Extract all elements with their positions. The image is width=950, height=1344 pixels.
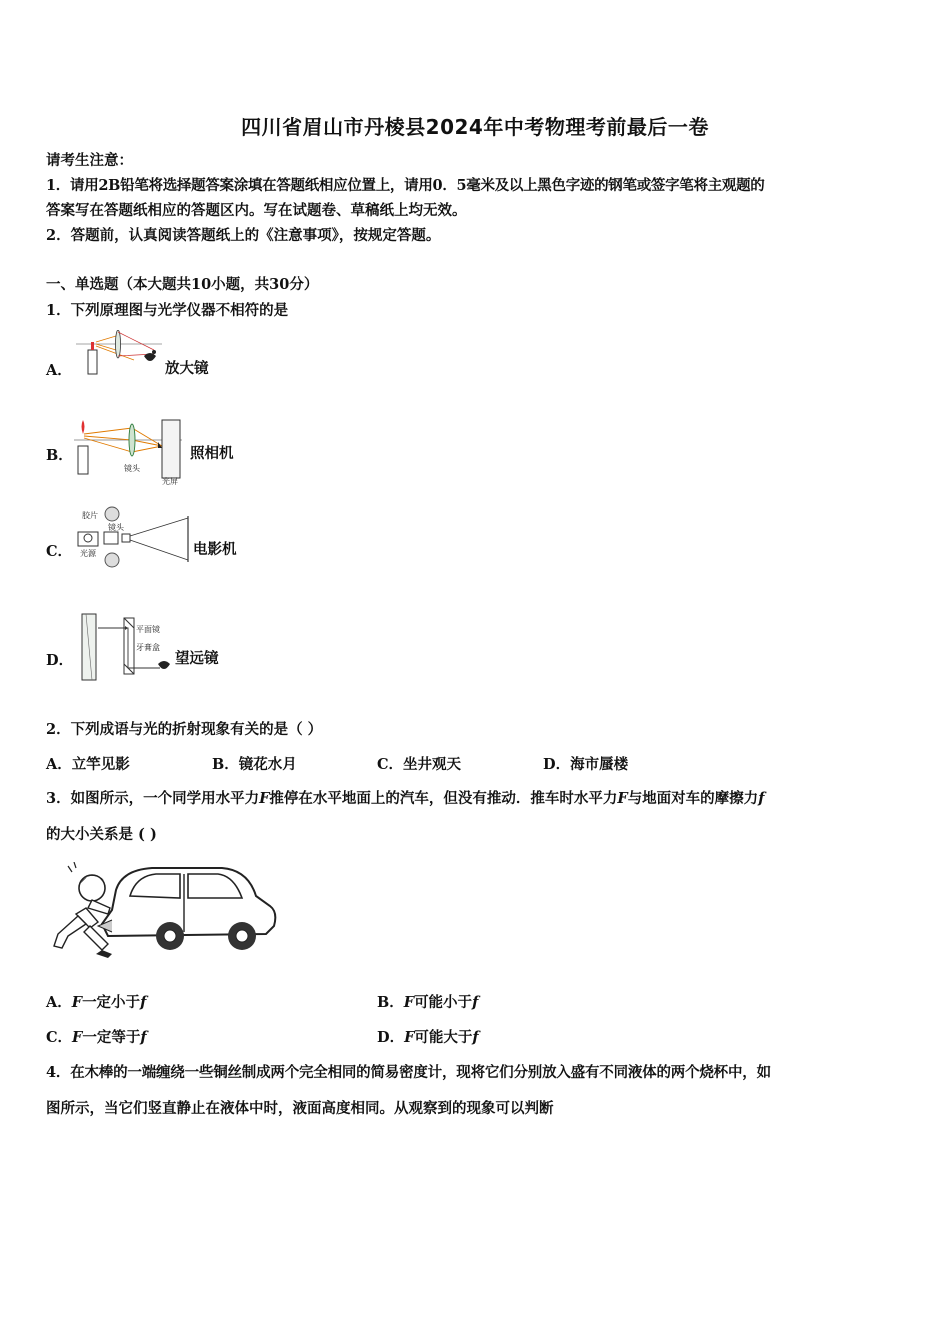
q2-option-c: C．坐井观天 (377, 756, 462, 773)
projector-light-label: 光源 (80, 549, 96, 558)
q1-option-c-letter: C． (46, 543, 73, 560)
q3-option-d-f: f (472, 1029, 479, 1046)
q3-variable-F: F (259, 790, 270, 807)
q1-option-d-label: 望远镜 (175, 650, 219, 667)
q1-option-a-letter: A． (46, 362, 72, 379)
q1-option-d-letter: D． (46, 652, 74, 669)
projector-film-label: 胶片 (82, 511, 98, 520)
q3-option-a (46, 993, 146, 1013)
question-4-stem-line-1: 4．在木棒的一端缠绕一些铜丝制成两个完全相同的简易密度计，现将它们分别放入盛有不同液体的两个烧杯中，如 (46, 1064, 771, 1081)
notice-heading: 请考生注意： (46, 152, 133, 169)
q1-option-a-label: 放大镜 (165, 360, 209, 377)
notice-item-1-line-1: 1．请用2B铅笔将选择题答案涂填在答题纸相应位置上，请用0．5毫米及以上黑色字迹的钢笔或签字笔将主观题的 (46, 177, 765, 194)
q3-variable-F-2: F (617, 790, 628, 807)
camera-diagram (72, 416, 186, 486)
q3-variable-f: f (758, 790, 765, 807)
q1-option-b-label: 照相机 (190, 445, 234, 462)
q3-option-b-f: f (472, 994, 479, 1011)
q3-option-b-text: 可能小于 (414, 994, 473, 1011)
q2-option-a: A．立竿见影 (46, 756, 130, 773)
magnifier-diagram (74, 330, 164, 382)
camera-lens-label: 镜头 (124, 464, 140, 473)
q3-stem-part-1: 3．如图所示，一个同学用水平力 (46, 790, 260, 807)
q3-option-a-text: 一定小于 (82, 994, 141, 1011)
q2-option-b: B．镜花水月 (212, 756, 297, 773)
q3-stem-part-2: 推停在水平地面上的汽车，但没有推动．推车时水平力 (269, 790, 618, 807)
q3-option-c-letter: C． (46, 1029, 73, 1046)
q1-option-c-label: 电影机 (193, 541, 237, 558)
q3-option-a-letter: A． (46, 994, 72, 1011)
q3-option-c-f: f (140, 1029, 147, 1046)
notice-item-2: 2．答题前，认真阅读答题纸上的《注意事项》，按规定答题。 (46, 227, 441, 244)
section-heading: 一、单选题（本大题共10小题，共30分） (46, 276, 319, 293)
boy-pushing-car-illustration (52, 862, 280, 962)
q3-option-c (46, 1028, 147, 1048)
telescope-box-label: 牙膏盒 (136, 643, 160, 652)
camera-screen-label: 光屏 (162, 477, 178, 486)
q3-option-c-text: 一定等于 (82, 1029, 141, 1046)
question-2-stem: 2．下列成语与光的折射现象有关的是（ ） (46, 721, 323, 738)
projector-lens-label: 镜头 (108, 523, 124, 532)
q3-option-d-F: F (404, 1029, 415, 1046)
q3-stem-part-3: 与地面对车的摩擦力 (627, 790, 759, 807)
q3-option-c-F: F (72, 1029, 83, 1046)
telescope-diagram (76, 606, 174, 686)
q3-option-a-F: F (71, 994, 83, 1011)
q3-option-d-text: 可能大于 (414, 1029, 473, 1046)
question-4-stem-line-2: 图所示，当它们竖直静止在液体中时，液面高度相同。从观察到的现象可以判断 (46, 1100, 554, 1117)
q3-option-b-F: F (403, 994, 415, 1011)
telescope-mirror-label: 平面镜 (136, 625, 160, 634)
question-3-stem-line-2: 的大小关系是 ( ) (46, 826, 157, 843)
q2-option-d: D．海市蜃楼 (543, 756, 629, 773)
q3-option-b (377, 993, 478, 1013)
question-3-stem-line-1 (46, 789, 764, 809)
q3-option-d-letter: D． (377, 1029, 405, 1046)
q3-option-a-f: f (140, 994, 147, 1011)
q1-option-b-letter: B． (46, 447, 73, 464)
q3-option-b-letter: B． (377, 994, 404, 1011)
question-1-stem: 1．下列原理图与光学仪器不相符的是 (46, 302, 289, 319)
projector-diagram (74, 504, 190, 572)
page-title: 四川省眉山市丹棱县2024年中考物理考前最后一卷 (241, 115, 709, 139)
q3-option-d (377, 1028, 479, 1048)
notice-item-1-line-2: 答案写在答题纸相应的答题区内。写在试题卷、草稿纸上均无效。 (46, 202, 467, 219)
